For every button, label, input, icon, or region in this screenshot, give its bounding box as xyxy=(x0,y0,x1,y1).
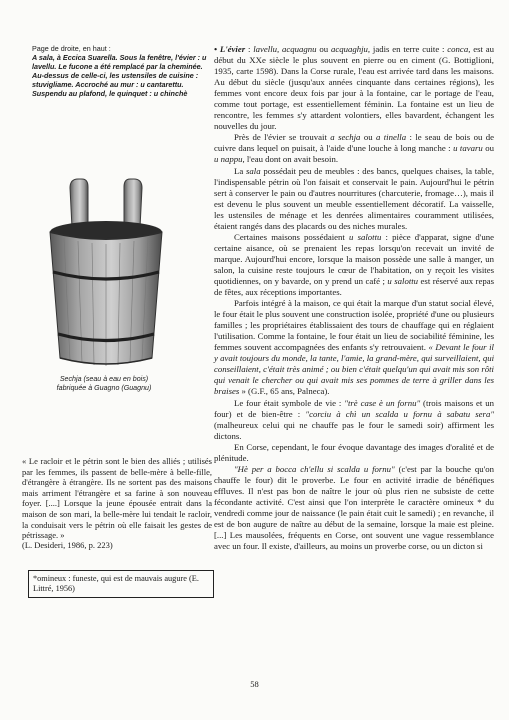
main-text-column xyxy=(214,44,494,552)
text-run: Parfois intégré à la maison, ce qui était la marque d'un statut social élevé, le four était le plus souvent une construction isolée, propriété d'une ou plusieurs familles ; les propriétaires établissaient des tours de chauffage qui en réglaient l'utilisation. Comme la fontaine, le four était un lieu de sociabilité féminine, les femmes souvent accompagnées des enfants s'y retrouvaient. xyxy=(214,298,494,353)
facing-page-caption xyxy=(32,44,208,99)
page-number: 58 xyxy=(250,679,259,689)
text-run: Le four était symbole de vie : xyxy=(234,397,345,408)
desideri-quote: « Le racloir et le pétrin sont le bien des alliés ; utilisés par les femmes, ils passent de belle-mère à belle-fille, d'étrangère à étrangère. Ils ne sortent pas des maisons mais arriment l'étrangère et sa farine à son nouveau foyer. [....] Lorsque la jeune épousée entrait dans la maison de son mari, la belle-mère lui tendait le racloir, la conduisait vers le pétrin où elle faisait les gestes de pétrissage. » xyxy=(22,456,212,541)
paragraph-proverbe xyxy=(214,464,494,552)
proverb-run: "Hè per a bocca ch'ellu si scalda u fornu" xyxy=(234,463,395,474)
text-run: (trois maisons et un four) et de bien-être : xyxy=(214,397,494,419)
paragraph-evier xyxy=(214,44,494,132)
facing-page-caption-body: A sala, à Eccica Suarella. Sous la fenêtre, l'évier : u lavellu. Le fucone a été remplacé par la cheminée. Au-dessus de celle-ci, les ustensiles de cuisine : stuvigliame. Accroché au mur : u cantarettu. Suspendu au plafond, le quinquet : u chinchè xyxy=(32,53,207,99)
term-run: conca xyxy=(447,44,469,54)
text-run: (malheureux celui qui ne chauffe pas le four le samedi soir) affirment les dictons. xyxy=(214,419,494,441)
text-run: : pièce d'apparat, signe d'une certaine aisance, où se prenaient les repas lorsqu'on recevait un invité de marque. Aujourd'hui encore, lorsque la maison possède une salle à manger, un salon, la cuisine reste toujours le cœur de l'habitation, on y reçoit les visites quotidiennes, on y bavarde, on y prend un café ; xyxy=(214,231,494,286)
text-run: , est au début du XXe siècle le plus souvent en pierre ou en ciment (G. Bottiglioni, 1935, carte 1598). Dans la Corse rurale, l'eau est arrivée tard dans les maisons. Au début du siècle (jusqu'aux années cinquante dans certaines régions), les femmes vont encore deux fois par jour à la fontaine, car le portage de l'eau, comme tout portage, est essentiellement féminin. La fontaine est un lieu de rencontre, les femmes s'y attardent volontiers, elles bavardent, échangent les nouvelles du jour. xyxy=(214,44,495,132)
paragraph-four xyxy=(214,298,494,397)
paragraph-symbole xyxy=(214,398,494,442)
footnote-box: *omineux : funeste, qui est de mauvais augure (E. Littré, 1956) xyxy=(28,570,214,598)
term-run: sala xyxy=(246,165,261,176)
photo-caption-line-1: Sechja (seau à eau en bois) xyxy=(59,375,149,383)
text-run: : xyxy=(245,44,254,54)
text-run: La xyxy=(234,165,247,176)
quote-reference: (L. Desideri, 1986, p. 223) xyxy=(22,540,113,550)
facing-page-caption-head: Page de droite, en haut : xyxy=(32,44,111,53)
text-run: » (G.F., 65 ans, Palneca). xyxy=(239,386,330,397)
photo-caption-line-2: fabriquée à Guagno (Guagnu) xyxy=(56,384,152,392)
paragraph-sechja xyxy=(214,132,494,165)
text-run: Près de l'évier se trouvait xyxy=(234,132,331,143)
term-run: a tinella xyxy=(375,132,407,143)
paragraph-salottu xyxy=(214,232,494,298)
term-run: lavellu, acquagnu xyxy=(253,44,317,54)
text-run: possédait peu de meubles : des bancs, quelques chaises, la table, l'indispensable pétrin où l'on faisait et conservait le pain. Aujourd'hui le pétrin sert à conserver le pain ou d'autres nourritures (charcuterie, fromage…), mais il est devenu le plus souvent un meuble essentiellement décoratif. La vaisselle, les ustensiles de ménage et les denrées alimentaires couramment utilisées, étaient rangés dans des placards ou des niches murales. xyxy=(214,165,495,231)
term-run: u nappu xyxy=(214,154,243,165)
text-run: ou xyxy=(360,132,376,143)
term-run: acquaghju xyxy=(330,44,368,54)
text-run: ou xyxy=(482,143,494,154)
text-run: est réservé aux repas de fêtes, aux réceptions importantes. xyxy=(214,275,495,298)
proverb-run: "corciu à chì un scalda u fornu à sabatu sera" xyxy=(305,408,494,419)
paragraph-oralite: En Corse, cependant, le four évoque davantage des images d'oralité et de plénitude. xyxy=(214,441,494,463)
term-run: a sechja xyxy=(330,132,361,143)
text-run: : le seau de bois ou de cuivre dans lequel on puisait, à l'aide d'une louche à long manche : xyxy=(214,132,495,154)
term-run: u tavaru xyxy=(453,143,483,154)
proverb-run: "trè case è un fornu" xyxy=(344,397,421,408)
testimony-quote: « Devant le four il y avait toujours du monde, la tante, l'amie, la grand-mère, qui surveillaient, qui conseillaient, c'était très animé ; ou bien c'était quelqu'un qui avait mis son rôti qui venait le chercher ou qui avait mis ses pommes de terre à griller dans les braises xyxy=(214,342,494,397)
text-run: (c'est par la bouche qu'on chauffe le four) dit le proverbe. Le four en activité irradie de bénéfiques effluves. Il n'est pas bon de naître le jour où plus rien ne subsiste de cette fécondante activité. C'est ainsi que l'on interprète le caractère omineux * du vendredi comme jour de naissance (le pain était cuit le samedi) ; en revanche, il est de bon augure de naître au début de la semaine, lorsque la maie est pleine. [...] Les mausolées, fréquents en Corse, ont souvent une vague ressemblance avec un four. Il existe, d'ailleurs, au moins un proverbe corse, ou un dicton si xyxy=(214,463,494,552)
text-run: ou xyxy=(316,44,331,54)
text-run: , jadis en terre cuite : xyxy=(367,44,448,54)
evier-heading: • L'évier xyxy=(214,44,246,54)
photo-caption xyxy=(34,375,174,393)
text-run: , l'eau dont on avait besoin. xyxy=(242,154,339,165)
term-run: u salottu xyxy=(349,231,382,242)
term-run: u salottu xyxy=(387,275,419,286)
paragraph-sala xyxy=(214,166,494,232)
text-run: Certaines maisons possédaient xyxy=(234,231,350,242)
bucket-photo xyxy=(42,176,170,371)
